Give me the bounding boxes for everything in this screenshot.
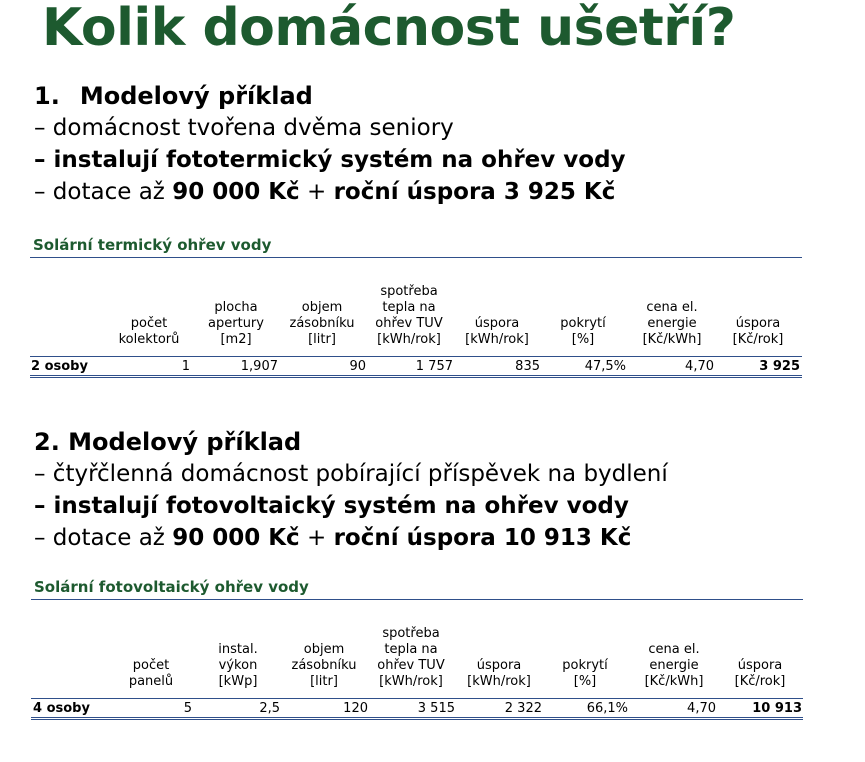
example2-header-2-line-0: objem — [303, 642, 345, 657]
example2-line1: – čtyřčlenná domácnost pobírající příspěvek na bydlení — [34, 461, 668, 487]
example1-header-5-line-1: [%] — [571, 332, 595, 347]
example1-cell-8: 3 925 — [759, 359, 800, 374]
example2-header-5-line-0: pokrytí — [562, 658, 608, 673]
example2-cell-3: 120 — [343, 701, 368, 716]
page-title: Kolik domácnost ušetří? — [42, 0, 736, 58]
example1-cell-1: 1 — [181, 359, 190, 374]
example1-header-6-line-0: cena el. — [646, 300, 698, 315]
example1-heading-num: 1. — [34, 82, 60, 110]
example1-header-1-line-2: [m2] — [220, 332, 252, 347]
example2-header-3-line-0: spotřeba — [382, 626, 440, 641]
example1-cell-3: 90 — [349, 359, 366, 374]
example2-table-header-rule — [31, 698, 803, 699]
example1-header-0-line-1: kolektorů — [118, 332, 180, 347]
example1-table-top-rule — [30, 257, 802, 258]
example2-cell-0: 4 osoby — [33, 701, 90, 716]
example2-header-0-line-0: počet — [132, 658, 170, 673]
example1-header-2-line-0: objem — [301, 300, 343, 315]
example2-header-2-line-1: zásobníku — [291, 658, 357, 673]
example1-header-0-line-0: počet — [130, 316, 168, 331]
example2-cell-7: 4,70 — [687, 701, 716, 716]
example2-header-0-line-1: panelů — [128, 674, 174, 689]
example2-cell-8: 10 913 — [752, 701, 802, 716]
example1-header-7-line-0: úspora — [735, 316, 781, 331]
example1-header-2-line-2: [litr] — [308, 332, 336, 347]
example1-heading — [34, 80, 626, 112]
example1-table-title: Solární termický ohřev vody — [33, 236, 272, 254]
example1-header-1-line-0: plocha — [214, 300, 258, 315]
example2-header-3-line-3: [kWh/rok] — [379, 674, 443, 689]
example2-heading: 2. Modelový příklad — [34, 428, 302, 456]
example2-line2: – instalují fotovoltaický systém na ohřev vody — [34, 493, 629, 519]
example2-header-5-line-1: [%] — [573, 674, 597, 689]
example2-cell-6: 66,1% — [586, 701, 628, 716]
example1-table-header-rule — [30, 356, 802, 357]
example1-header-4-line-0: úspora — [474, 316, 520, 331]
example1-cell-0: 2 osoby — [31, 359, 88, 374]
example2-header-1-line-2: [kWp] — [218, 674, 258, 689]
example1-table-bottom-rule — [30, 375, 802, 378]
example2-header-1-line-0: instal. — [218, 642, 258, 657]
example2-header-6-line-2: [Kč/kWh] — [644, 674, 704, 689]
example1-header-3-line-3: [kWh/rok] — [377, 332, 441, 347]
example1-cell-7: 4,70 — [685, 359, 714, 374]
example2-header-3-line-2: ohřev TUV — [377, 658, 445, 673]
example2-header-4-line-0: úspora — [476, 658, 522, 673]
example1-text — [34, 80, 626, 208]
example1-cell-4: 1 757 — [415, 359, 453, 374]
example1-header-7-line-1: [Kč/rok] — [732, 332, 784, 347]
example2-table-bottom-rule — [31, 717, 803, 720]
example1-cell-5: 835 — [515, 359, 540, 374]
example1-header-1-line-1: apertury — [208, 316, 264, 331]
example1-header-5-line-0: pokrytí — [560, 316, 606, 331]
example1-header-4-line-1: [kWh/rok] — [465, 332, 529, 347]
example1-header-3-line-1: tepla na — [382, 300, 436, 315]
example2-header-6-line-1: energie — [649, 658, 699, 673]
example2-text — [34, 426, 668, 554]
example2-header-3-line-1: tepla na — [384, 642, 438, 657]
example2-header-7-line-0: úspora — [737, 658, 783, 673]
example2-header-7-line-1: [Kč/rok] — [734, 674, 786, 689]
example2-line3: – dotace až 90 000 Kč + roční úspora 10 913 Kč — [34, 525, 632, 551]
example1-line3: – dotace až 90 000 Kč + roční úspora 3 925 Kč — [34, 179, 616, 205]
example2-header-6-line-0: cena el. — [648, 642, 700, 657]
example2-header-2-line-2: [litr] — [310, 674, 338, 689]
example2-table-top-rule — [31, 599, 803, 600]
example1-header-7 — [703, 316, 813, 348]
example1-line2: – instalují fototermický systém na ohřev vody — [34, 147, 626, 173]
example2-cell-5: 2 322 — [504, 701, 542, 716]
example1-header-3-line-0: spotřeba — [380, 284, 438, 299]
example1-cell-2: 1,907 — [240, 359, 278, 374]
example1-header-6-line-2: [Kč/kWh] — [642, 332, 702, 347]
example2-cell-4: 3 515 — [417, 701, 455, 716]
example2-cell-1: 5 — [183, 701, 192, 716]
example2-cell-2: 2,5 — [259, 701, 280, 716]
example1-header-3-line-2: ohřev TUV — [375, 316, 443, 331]
example1-header-6-line-1: energie — [647, 316, 697, 331]
example2-header-4-line-1: [kWh/rok] — [467, 674, 531, 689]
example2-header-1-line-1: výkon — [218, 658, 258, 673]
example1-header-2-line-1: zásobníku — [289, 316, 355, 331]
example2-table-title: Solární fotovoltaický ohřev vody — [34, 578, 309, 596]
example1-cell-6: 47,5% — [584, 359, 626, 374]
example1-heading-text: Modelový příklad — [79, 82, 313, 110]
example2-header-7 — [705, 658, 815, 690]
example1-line1: – domácnost tvořena dvěma seniory — [34, 115, 454, 141]
